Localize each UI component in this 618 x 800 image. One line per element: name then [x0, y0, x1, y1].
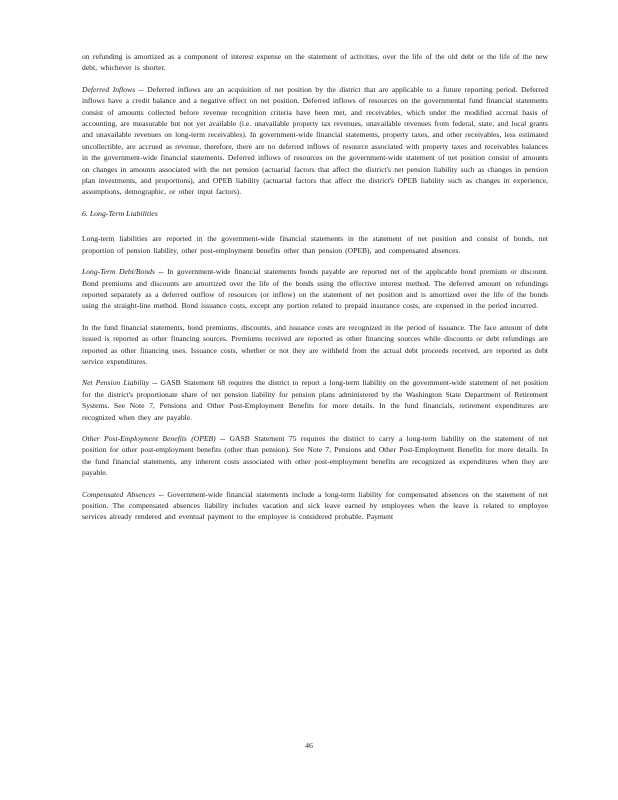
deferred-inflows-lead: Deferred Inflows [82, 84, 136, 94]
deferred-inflows-text: -- Deferred inflows are an acquisition of net position by the district that are applicable to a future reporting period. Deferred inflows have a credit balance and a negative effect on net position. Deferred inflows of resources on the governmental fund financial statements consist of amounts collected before revenue recognition criteria have been met, and receivables, which under the modified accrual basis of accounting, are measurable but not yet available (i.e. unavailable property tax revenues, unavailable revenues from federal, state, and local grants and unavailable revenues on long-term receivables). In government-wide financial statements, property taxes, and other receivables, less estimated uncollectible, are accrued as revenue, therefore, there are no deferred inflows of resource associated with property taxes and receivables balances in the government-wide financial statements. Deferred inflows of resources on the government-wide statement of net position consist of amounts on changes in amounts associated with the net pension (actuarial factors that affect the district's net pension liability such as changes in pension plan investments, and proportions), and OPEB liability (actuarial factors that affect the district's OPEB liability such as changes in experience, assumptions, demographic, or other input factors). [82, 84, 548, 197]
deferred-inflows-paragraph [82, 84, 548, 198]
opeb-lead: Other Post-Employment Benefits (OPEB) [82, 433, 216, 443]
long-term-liabilities-paragraph: Long-term liabilities are reported in the government-wide financial statements in the statement of net position and consist of bonds, net proportion of pension liability, other post-employment benefits other than pension (OPEB), and compensated absences. [82, 234, 548, 255]
section-number: 6. [82, 208, 88, 218]
compensated-absences-lead: Compensated Absences [82, 489, 156, 499]
section-title: Long-Term Liabilities [89, 208, 158, 218]
intro-paragraph: on refunding is amortized as a component of interest expense on the statement of activities, over the life of the old debt or the life of the new debt, whichever is shorter. [82, 52, 548, 73]
fund-statements-paragraph: In the fund financial statements, bond premiums, discounts, and issuance costs are recognized in the period of issuance. The face amount of debt issued is reported as other financing sources. Premiums received are reported as other financing sources while discounts or debt refundings are reported as other financing uses. Issuance costs, whether or not they are withheld from the actual debt proceeds received, are reported as debt service expenditures. [82, 322, 548, 366]
page-content [82, 51, 548, 533]
page-number: 46 [305, 741, 313, 750]
debt-bonds-text: -- In government-wide financial statements bonds payable are reported net of the applicable bond premium or discount. Bond premiums and discounts are amortized over the life of the bonds using the effective interest method. The deferred amount on refundings reported separately as a deferred outflow of resources (or inflow) on the statement of net position and is amortized over the life of the bonds using the straight-line method. Bond issuance costs, except any portion related to prepaid insurance costs, are expensed in the period incurred. [82, 267, 549, 311]
net-pension-text: -- GASB Statement 68 requires the district to report a long-term liability on the government-wide statement of net position for the district's proportionate share of net pension liability for pension plans administered by the Washington State Department of Retirement Systems. See Note 7, Pensions and Other Post-Employment Benefits for more details. In the fund financials, retirement expenditures are recognized when they are payable. [82, 378, 548, 422]
debt-bonds-lead: Long-Term Debt/Bonds [82, 267, 155, 277]
section-heading [82, 208, 548, 219]
net-pension-paragraph [82, 377, 548, 423]
compensated-absences-text: -- Government-wide financial statements include a long-term liability for compensated absences on the statement of net position. The compensated absences liability includes vacation and sick leave earned by employees when the leave is related to employee services already rendered and eventual payment to the employee is considered probable. Payment [82, 489, 548, 522]
net-pension-lead: Net Pension Liability [82, 378, 150, 388]
opeb-text: -- GASB Statement 75 requires the district to carry a long-term liability on the statement of net position for other post-employment benefits (other than pension). See Note 7, Pensions and Other Post-Employment Benefits for more details. In the fund financial statements, any inherent costs associated with other post-employment benefits are recognized as expenditures when they are payable. [82, 433, 548, 478]
debt-bonds-paragraph [82, 266, 548, 312]
opeb-paragraph [82, 433, 548, 479]
compensated-absences-paragraph [82, 489, 548, 523]
